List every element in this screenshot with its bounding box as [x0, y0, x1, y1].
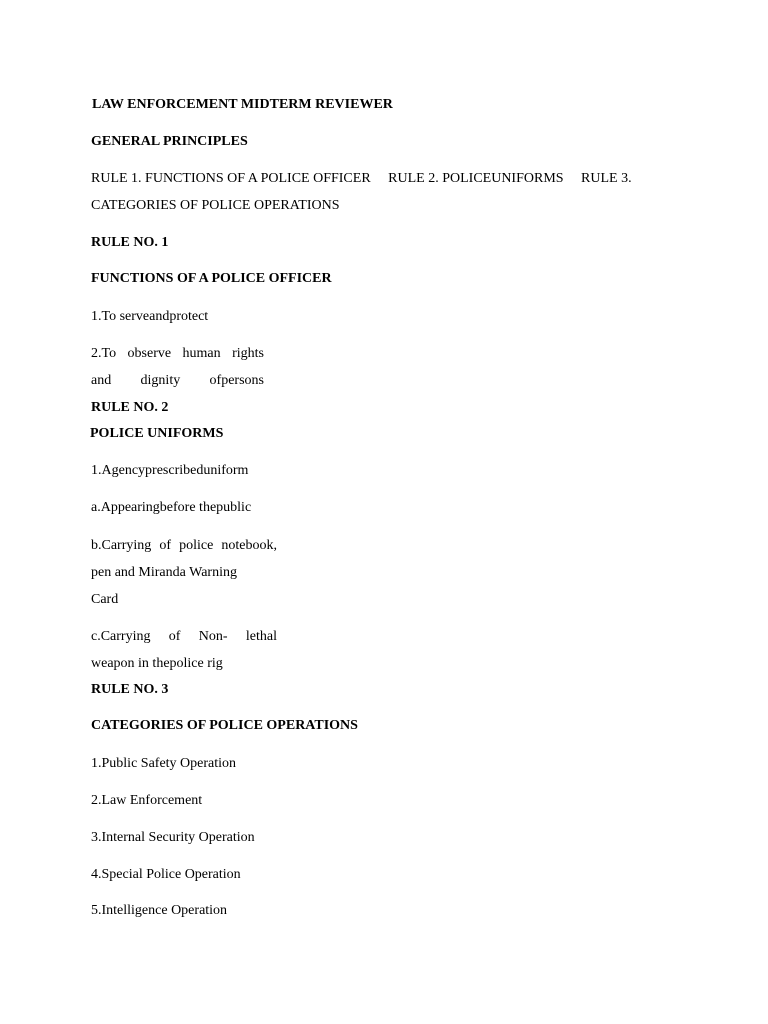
word: human: [182, 346, 221, 361]
rule-3-item-2: 2.Law Enforcement: [91, 793, 203, 808]
rule-2-item-c-line-2: weapon in thepolice rig: [91, 656, 223, 671]
rule-3-item-5: 5.Intelligence Operation: [91, 903, 228, 918]
rule-3-item-4: 4.Special Police Operation: [91, 867, 241, 882]
word: notebook,: [221, 538, 277, 553]
word: rights: [232, 346, 264, 361]
word: of: [168, 629, 181, 644]
rule-1-subheading: FUNCTIONS OF A POLICE OFFICER: [91, 271, 332, 286]
rule-1-item-1: 1.To serveandprotect: [91, 309, 209, 324]
word: lethal: [245, 629, 277, 644]
rule-1-item-2-line-1: [91, 340, 264, 367]
rule-2-item-1: 1.Agencyprescribeduniform: [91, 463, 249, 478]
word: of: [159, 538, 172, 553]
rules-overview-line-1: RULE 1. FUNCTIONS OF A POLICE OFFICER RULE 2. POLICEUNIFORMS RULE 3.: [91, 171, 632, 186]
document-title: LAW ENFORCEMENT MIDTERM REVIEWER: [92, 97, 393, 112]
word: b.Carrying: [91, 538, 152, 553]
word: Non-: [198, 629, 228, 644]
rules-overview-line-2: CATEGORIES OF POLICE OPERATIONS: [91, 198, 340, 213]
word: dignity: [140, 373, 181, 388]
word: c.Carrying: [91, 629, 151, 644]
rule-3-item-3: 3.Internal Security Operation: [91, 830, 255, 845]
rule-2-heading: RULE NO. 2: [91, 400, 169, 415]
rule-2-item-c-line-1: [91, 623, 277, 650]
rule-2-item-b-line-1: [91, 532, 277, 559]
rule-2-item-a: a.Appearingbefore thepublic: [91, 500, 252, 515]
word: and: [91, 373, 112, 388]
rule-3-item-1: 1.Public Safety Operation: [91, 756, 237, 771]
rule-3-heading: RULE NO. 3: [91, 682, 169, 697]
word: 2.To: [91, 346, 117, 361]
rule-3-subheading: CATEGORIES OF POLICE OPERATIONS: [91, 718, 358, 733]
word: observe: [127, 346, 172, 361]
rule-2-subheading: POLICE UNIFORMS: [90, 426, 224, 441]
general-principles-heading: GENERAL PRINCIPLES: [91, 134, 248, 149]
rule-2-item-b-line-2: pen and Miranda Warning: [91, 565, 237, 580]
rule-2-item-b-line-3: Card: [91, 592, 119, 607]
rule-1-heading: RULE NO. 1: [91, 235, 169, 250]
word: ofpersons: [209, 373, 264, 388]
rule-1-item-2-line-2: [91, 367, 264, 394]
word: police: [179, 538, 214, 553]
